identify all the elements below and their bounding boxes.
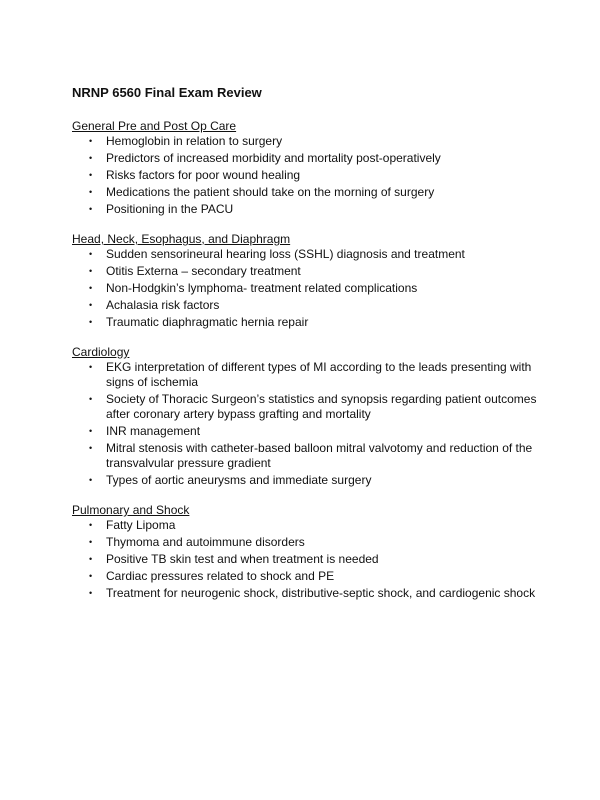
- list-item-text: Risks factors for poor wound healing: [106, 168, 301, 182]
- list-item-text: Traumatic diaphragmatic hernia repair: [106, 315, 309, 329]
- list-item-text: Mitral stenosis with catheter-based balloon mitral valvotomy and reduction of the transvalvular pressure gradient: [106, 441, 533, 470]
- list-item: [89, 569, 540, 584]
- list-item: [89, 202, 540, 217]
- list-item: [89, 424, 540, 439]
- list-item: [89, 315, 540, 330]
- list-item-text: Cardiac pressures related to shock and PE: [106, 569, 335, 583]
- list-item: [89, 264, 540, 279]
- list-item: [89, 586, 540, 601]
- section-cardiology: [72, 344, 540, 488]
- list-item: [89, 298, 540, 313]
- list-item-text: Non-Hodgkin’s lymphoma- treatment related complications: [106, 281, 418, 295]
- list-item: [89, 518, 540, 533]
- list-item-text: Achalasia risk factors: [106, 298, 220, 312]
- list-item-text: Types of aortic aneurysms and immediate surgery: [106, 473, 372, 487]
- list-item-text: EKG interpretation of different types of MI according to the leads presenting with signs of ischemia: [106, 360, 532, 389]
- list-item-text: Society of Thoracic Surgeon’s statistics and synopsis regarding patient outcomes after coronary artery bypass grafting and mortality: [106, 392, 537, 421]
- bullet-icon: •: [89, 537, 93, 547]
- bullet-list: [72, 247, 540, 330]
- document-title: NRNP 6560 Final Exam Review: [72, 85, 262, 100]
- section-head-neck-esophagus-diaphragm: [72, 231, 540, 330]
- list-item-text: INR management: [106, 424, 201, 438]
- list-item: [89, 247, 540, 262]
- bullet-icon: •: [89, 170, 93, 180]
- list-item: [89, 168, 540, 183]
- section-heading: General Pre and Post Op Care: [72, 119, 237, 133]
- list-item-text: Otitis Externa – secondary treatment: [106, 264, 301, 278]
- list-item-text: Positive TB skin test and when treatment is needed: [106, 552, 379, 566]
- bullet-icon: •: [89, 588, 93, 598]
- bullet-icon: •: [89, 204, 93, 214]
- bullet-icon: •: [89, 426, 93, 436]
- section-pulmonary-and-shock: [72, 502, 540, 601]
- bullet-icon: •: [89, 443, 93, 453]
- bullet-icon: •: [89, 317, 93, 327]
- list-item-text: Medications the patient should take on the morning of surgery: [106, 185, 435, 199]
- list-item: [89, 134, 540, 149]
- list-item: [89, 441, 540, 471]
- list-item-text: Predictors of increased morbidity and mortality post-operatively: [106, 151, 441, 165]
- bullet-icon: •: [89, 249, 93, 259]
- list-item-text: Hemoglobin in relation to surgery: [106, 134, 283, 148]
- list-item: [89, 151, 540, 166]
- list-item: [89, 535, 540, 550]
- list-item: [89, 360, 540, 390]
- list-item: [89, 392, 540, 422]
- bullet-icon: •: [89, 283, 93, 293]
- section-heading: Cardiology: [72, 345, 130, 359]
- bullet-list: [72, 134, 540, 217]
- bullet-icon: •: [89, 136, 93, 146]
- bullet-icon: •: [89, 554, 93, 564]
- bullet-icon: •: [89, 475, 93, 485]
- bullet-list: [72, 518, 540, 601]
- bullet-icon: •: [89, 153, 93, 163]
- list-item: [89, 473, 540, 488]
- section-heading: Pulmonary and Shock: [72, 503, 190, 517]
- bullet-icon: •: [89, 520, 93, 530]
- bullet-list: [72, 360, 540, 488]
- list-item-text: Fatty Lipoma: [106, 518, 176, 532]
- list-item-text: Positioning in the PACU: [106, 202, 234, 216]
- list-item: [89, 281, 540, 296]
- list-item-text: Sudden sensorineural hearing loss (SSHL) diagnosis and treatment: [106, 247, 465, 261]
- section-heading: Head, Neck, Esophagus, and Diaphragm: [72, 232, 291, 246]
- bullet-icon: •: [89, 571, 93, 581]
- section-general-pre-post-op: [72, 118, 540, 217]
- list-item: [89, 185, 540, 200]
- list-item-text: Thymoma and autoimmune disorders: [106, 535, 305, 549]
- bullet-icon: •: [89, 187, 93, 197]
- list-item: [89, 552, 540, 567]
- bullet-icon: •: [89, 300, 93, 310]
- bullet-icon: •: [89, 266, 93, 276]
- bullet-icon: •: [89, 362, 93, 372]
- list-item-text: Treatment for neurogenic shock, distributive-septic shock, and cardiogenic shock: [106, 586, 536, 600]
- bullet-icon: •: [89, 394, 93, 404]
